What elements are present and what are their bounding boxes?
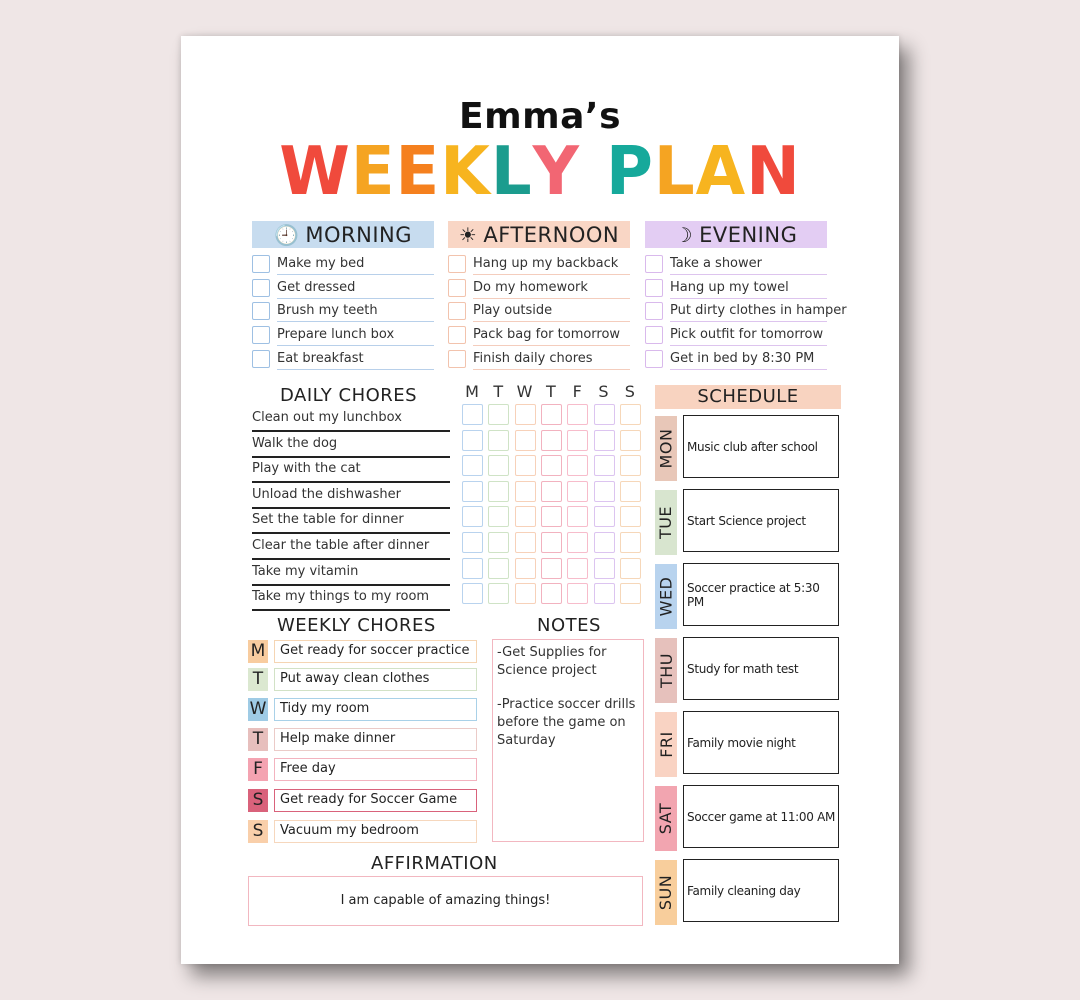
chore-checkbox[interactable] [488, 404, 509, 425]
note-paragraph: -Get Supplies for Science project [497, 645, 607, 678]
chore-checkbox[interactable] [515, 506, 536, 527]
section-header-afternoon [448, 221, 630, 248]
chore-checkbox[interactable] [488, 558, 509, 579]
chore-checkbox[interactable] [541, 506, 562, 527]
notes-box[interactable] [492, 639, 644, 842]
chore-checkbox[interactable] [488, 583, 509, 604]
checkbox[interactable] [252, 279, 270, 297]
chore-checkbox[interactable] [594, 481, 615, 502]
routine-task[interactable] [252, 326, 434, 348]
chore-checkbox[interactable] [594, 506, 615, 527]
weekly-day-letter: T [248, 728, 268, 751]
chore-checkbox[interactable] [462, 404, 483, 425]
chore-checkbox[interactable] [541, 430, 562, 451]
weekly-chore-item: Get ready for Soccer Game [274, 789, 477, 812]
routine-task[interactable] [645, 302, 847, 324]
weekly-chore-item: Free day [274, 758, 477, 781]
checkbox[interactable] [645, 255, 663, 273]
task-label: Put dirty clothes in hamper [670, 302, 827, 322]
chore-checkbox[interactable] [488, 506, 509, 527]
chore-checkbox[interactable] [541, 404, 562, 425]
chore-checkbox[interactable] [488, 430, 509, 451]
chore-checkbox[interactable] [515, 404, 536, 425]
daily-chore-item: Clear the table after dinner [252, 538, 450, 560]
weekly-chores-title: WEEKLY CHORES [277, 615, 436, 636]
task-label: Pick outfit for tomorrow [670, 326, 827, 346]
chore-checkbox[interactable] [462, 455, 483, 476]
weekly-chore-item: Put away clean clothes [274, 668, 477, 691]
weekly-chore-item: Vacuum my bedroom [274, 820, 477, 843]
task-label: Prepare lunch box [277, 326, 434, 346]
note-paragraph: -Practice soccer drills before the game on Saturday [497, 697, 636, 748]
affirmation-title: AFFIRMATION [371, 853, 498, 874]
routine-task[interactable] [645, 326, 827, 348]
routine-task[interactable] [645, 350, 827, 372]
chore-checkbox[interactable] [594, 455, 615, 476]
routine-task[interactable] [448, 255, 630, 277]
routine-task[interactable] [252, 279, 434, 301]
title-letter: Y [532, 133, 580, 211]
grid-day-letter: T [493, 382, 504, 401]
notes-title: NOTES [537, 615, 601, 636]
task-label: Get in bed by 8:30 PM [670, 350, 827, 370]
chore-checkbox[interactable] [567, 455, 588, 476]
checkbox[interactable] [252, 255, 270, 273]
chore-checkbox[interactable] [488, 481, 509, 502]
routine-task[interactable] [645, 279, 827, 301]
checkbox[interactable] [448, 350, 466, 368]
section-header-label: MORNING [305, 222, 413, 247]
daily-chore-item: Walk the dog [252, 436, 450, 458]
chore-checkbox[interactable] [462, 506, 483, 527]
daily-chore-item: Take my vitamin [252, 564, 450, 586]
chore-checkbox[interactable] [594, 583, 615, 604]
chore-checkbox[interactable] [567, 404, 588, 425]
chore-checkbox[interactable] [620, 455, 641, 476]
checkbox[interactable] [448, 255, 466, 273]
section-header-label: EVENING [699, 222, 798, 247]
task-label: Get dressed [277, 279, 434, 299]
chore-checkbox[interactable] [567, 430, 588, 451]
schedule-entry[interactable]: Family cleaning day [683, 859, 839, 922]
schedule-day-mon [655, 416, 677, 481]
title-letter: P [605, 133, 654, 211]
task-label: Finish daily chores [473, 350, 630, 370]
chore-checkbox[interactable] [620, 481, 641, 502]
routine-task[interactable] [252, 350, 434, 372]
chore-checkbox[interactable] [541, 455, 562, 476]
weekly-day-letter: S [248, 789, 268, 812]
schedule-day-wed [655, 564, 677, 629]
schedule-entry[interactable]: Music club after school [683, 415, 839, 478]
weekly-day-letter: F [248, 758, 268, 781]
daily-chores-title: DAILY CHORES [280, 385, 418, 406]
daily-chore-item: Set the table for dinner [252, 512, 450, 534]
checkbox[interactable] [252, 302, 270, 320]
chore-checkbox[interactable] [515, 430, 536, 451]
task-label: Brush my teeth [277, 302, 434, 322]
chore-checkbox[interactable] [462, 583, 483, 604]
chore-checkbox[interactable] [594, 532, 615, 553]
task-label: Hang up my backback [473, 255, 630, 275]
grid-day-letter: S [624, 382, 635, 401]
section-header-label: AFTERNOON [483, 222, 620, 247]
chore-checkbox[interactable] [567, 583, 588, 604]
chore-checkbox[interactable] [541, 558, 562, 579]
task-label: Do my homework [473, 279, 630, 299]
daily-chore-item: Play with the cat [252, 461, 450, 483]
schedule-day-label: SUN [656, 874, 676, 911]
title-letter: W [279, 133, 351, 211]
title-letter: L [653, 133, 696, 211]
routine-task[interactable] [252, 302, 434, 324]
chore-checkbox[interactable] [620, 532, 641, 553]
chore-checkbox[interactable] [515, 481, 536, 502]
child-name-title: Emma’s [458, 96, 621, 137]
task-label: Hang up my towel [670, 279, 827, 299]
weekly-day-letter: W [249, 699, 267, 719]
chore-checkbox[interactable] [567, 481, 588, 502]
chore-checkbox[interactable] [488, 455, 509, 476]
chore-checkbox[interactable] [515, 583, 536, 604]
chore-checkbox[interactable] [620, 430, 641, 451]
routine-task[interactable] [448, 326, 630, 348]
grid-day-letter: S [598, 382, 609, 401]
weekly-day-letter: M [248, 640, 268, 663]
chore-checkbox[interactable] [462, 481, 483, 502]
checkbox[interactable] [645, 350, 663, 368]
task-label: Pack bag for tomorrow [473, 326, 630, 346]
chore-checkbox[interactable] [620, 404, 641, 425]
chore-checkbox[interactable] [488, 532, 509, 553]
moon-icon: ☽ [674, 222, 694, 247]
chore-checkbox[interactable] [515, 455, 536, 476]
daily-chore-item: Take my things to my room [252, 589, 450, 611]
weekly-chore-item: Tidy my room [274, 698, 477, 721]
chore-checkbox[interactable] [594, 404, 615, 425]
weekly-chore-item: Help make dinner [274, 728, 477, 751]
chore-checkbox[interactable] [541, 532, 562, 553]
sun-icon: ☀ [458, 222, 478, 247]
grid-day-letter: W [516, 382, 533, 401]
routine-task[interactable] [645, 255, 827, 277]
schedule-day-fri [655, 712, 677, 777]
title-letter: N [746, 133, 801, 211]
schedule-day-label: WED [656, 576, 676, 617]
weekly-plan-title [181, 132, 899, 212]
schedule-entry[interactable]: Study for math test [683, 637, 839, 700]
daily-chore-item: Unload the dishwasher [252, 487, 450, 509]
routine-task[interactable] [252, 255, 434, 277]
task-label: Eat breakfast [277, 350, 434, 370]
chore-checkbox[interactable] [541, 481, 562, 502]
affirmation-box: I am capable of amazing things! [248, 876, 643, 926]
weekly-chore-item: Get ready for soccer practice [274, 640, 477, 663]
chore-checkbox[interactable] [567, 506, 588, 527]
daily-chore-item: Clean out my lunchbox [252, 410, 450, 432]
chore-checkbox[interactable] [541, 583, 562, 604]
routine-task[interactable] [448, 350, 630, 372]
task-label: Make my bed [277, 255, 434, 275]
schedule-entry[interactable]: Soccer practice at 5:30 PM [683, 563, 839, 626]
schedule-entry[interactable]: Start Science project [683, 489, 839, 552]
chore-checkbox[interactable] [567, 532, 588, 553]
schedule-day-thu [655, 638, 677, 703]
chore-checkbox[interactable] [594, 558, 615, 579]
clock-icon: 🕘 [273, 222, 300, 247]
checkbox[interactable] [645, 302, 663, 320]
chore-checkbox[interactable] [462, 532, 483, 553]
task-label: Take a shower [670, 255, 827, 275]
schedule-entry[interactable]: Soccer game at 11:00 AM [683, 785, 839, 848]
chore-checkbox[interactable] [620, 558, 641, 579]
title-letter: L [490, 133, 533, 211]
chore-checkbox[interactable] [515, 532, 536, 553]
chore-checkbox[interactable] [515, 558, 536, 579]
schedule-day-tue [655, 490, 677, 555]
grid-day-letter: T [546, 382, 556, 401]
checkbox[interactable] [448, 279, 466, 297]
title-letter: A [695, 133, 747, 211]
checkbox[interactable] [448, 302, 466, 320]
checkbox[interactable] [252, 350, 270, 368]
task-label: Play outside [473, 302, 630, 322]
title-letter: E [395, 133, 441, 211]
schedule-day-sat [655, 786, 677, 851]
planner-sheet [181, 36, 899, 964]
chore-checkbox[interactable] [567, 558, 588, 579]
chore-checkbox[interactable] [620, 583, 641, 604]
schedule-day-label: FRI [656, 731, 676, 758]
schedule-day-label: THU [656, 652, 676, 689]
schedule-day-label: TUE [656, 505, 676, 540]
routine-task[interactable] [448, 279, 630, 301]
weekly-day-letter: T [248, 668, 268, 691]
section-header-evening [645, 221, 827, 248]
checkbox[interactable] [252, 326, 270, 344]
section-header-morning [252, 221, 434, 248]
routine-task[interactable] [448, 302, 630, 324]
chore-checkbox[interactable] [594, 430, 615, 451]
chore-checkbox[interactable] [462, 558, 483, 579]
grid-day-letter: M [465, 382, 479, 401]
schedule-day-label: MON [656, 428, 676, 469]
checkbox[interactable] [448, 326, 466, 344]
grid-day-letter: F [572, 382, 582, 401]
schedule-title: SCHEDULE [655, 385, 841, 409]
schedule-entry[interactable]: Family movie night [683, 711, 839, 774]
schedule-day-sun [655, 860, 677, 925]
weekly-day-letter: S [248, 820, 268, 843]
chore-checkbox[interactable] [462, 430, 483, 451]
checkbox[interactable] [645, 326, 663, 344]
title-letter: E [350, 133, 396, 211]
chore-checkbox[interactable] [620, 506, 641, 527]
schedule-day-label: SAT [656, 802, 676, 835]
title-letter: K [440, 133, 491, 211]
checkbox[interactable] [645, 279, 663, 297]
